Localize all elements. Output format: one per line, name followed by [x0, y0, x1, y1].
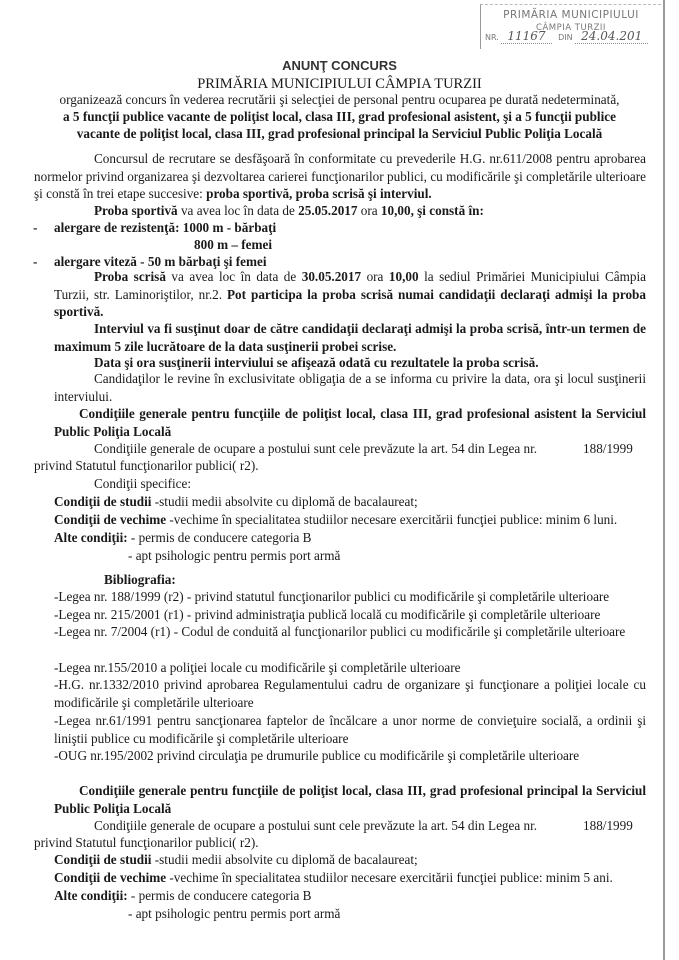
asistent-other-2: - apt psihologic pentru permis port armă: [128, 548, 341, 563]
sport-test-date: 25.05.2017: [298, 203, 358, 218]
stamp-nr-label: NR.: [485, 33, 499, 42]
written-test-eligibility: Pot participa la proba scrisă numai candidaţii declaraţi admişi la proba sportivă.: [54, 286, 646, 319]
document-subtitle: PRIMĂRIA MUNICIPIULUI CÂMPIA TURZII: [197, 76, 482, 92]
principal-general-conditions: Condiţiile generale de ocupare a postului sunt cele prevăzute la art. 54 din Legea nr.: [94, 818, 538, 833]
section-asistent-heading: [54, 405, 646, 440]
sport-test-line: [94, 203, 484, 219]
stamp-city: CÂMPIA TURZII: [536, 23, 606, 33]
studies-text: -studii medii absolvite cu diplomă de bacalaureat;: [151, 494, 418, 509]
other-conditions-label: Alte condiţii:: [54, 888, 128, 903]
sport-test-text-ora: ora: [357, 203, 381, 218]
principal-other: [54, 888, 311, 904]
section-asistent-heading-text: Condiţiile generale pentru funcţiile de poliţist local, clasa III, grad profesional asistent la Serviciul Public Poliţia Locală: [54, 406, 646, 439]
intro-line-bold-1: a 5 funcţii publice vacante de poliţist local, clasa III, grad profesional asistent, şi a 5 funcţii publice: [63, 109, 616, 124]
sport-test-label: Proba sportivă: [94, 203, 178, 218]
studies-text: -studii medii absolvite cu diplomă de bacalaureat;: [151, 852, 418, 867]
other-conditions-label: Alte condiţii:: [54, 530, 128, 545]
written-test-time: 10,00: [388, 269, 419, 284]
written-test-date: 30.05.2017: [301, 269, 362, 284]
seniority-text: -vechime în specialitatea studiilor necesare exercitării funcţiei publice: minim 6 luni.: [166, 512, 618, 527]
principal-law-number: 188/1999: [583, 818, 633, 833]
intro-paragraph: [20, 91, 659, 142]
event-text: alergare de rezistenţă: 1000 m - bărbaţi: [54, 220, 277, 235]
intro-line-plain: organizează concurs în vederea recrutării şi selecţiei de personal pentru ocuparea pe durată nedeterminată,: [59, 92, 620, 107]
written-test-ora: ora: [361, 269, 389, 284]
document-title: ANUNŢ CONCURS: [282, 58, 397, 73]
seniority-label: Condiţii de vechime: [54, 512, 167, 527]
sport-test-text: va avea loc în data de: [177, 203, 299, 218]
intro-line-bold-2: vacante de poliţist local, clasa III, grad profesional principal la Serviciul Public Poliţia Locală: [76, 126, 603, 141]
written-test-label: Proba scrisă: [94, 269, 166, 284]
written-test-paragraph: [54, 268, 646, 321]
bibliography-item: -Legea nr. 188/1999 (r2) - privind statutul funcţionarilor publici cu modificările şi completările ulterioare: [54, 589, 610, 604]
event-item-2: [194, 237, 272, 253]
studies-label: Condiţii de studii: [54, 852, 152, 867]
bibliography-item: -Legea nr. 7/2004 (r1) - Codul de conduită al funcţionarilor publici cu modificările şi completările ulterioare: [54, 624, 626, 639]
principal-studies: [54, 852, 418, 868]
stamp-number-line: [485, 29, 648, 43]
bibliography-item: -Legea nr. 215/2001 (r1) - privind administraţia publică locală cu modificările şi completările ulterioare: [54, 607, 601, 622]
event-text: 800 m – femei: [194, 237, 272, 252]
interview-date-note: Data şi ora susţinerii interviului se afişează odată cu rezultatele la proba scrisă.: [94, 355, 539, 370]
event-item-1: [33, 220, 276, 236]
seniority-label: Condiţii de vechime: [54, 870, 167, 885]
bibliography-item: -OUG nr.195/2002 privind circulaţia pe drumurile publice cu modificările şi completările ulterioare: [54, 748, 580, 763]
asistent-other: [54, 530, 311, 546]
seniority-text: -vechime în specialitatea studiilor necesare exercitării funcţiei publice: minim 5 ani.: [166, 870, 613, 885]
stamp-din-label: DIN: [558, 33, 573, 42]
registration-stamp: [480, 4, 661, 49]
principal-seniority: [54, 870, 613, 886]
bibliography-item: -H.G. nr.1332/2010 privind aprobarea Regulamentului cadru de organizare şi funcţionare a poliţiei locale cu modificările şi completările ulterioare: [54, 677, 646, 710]
bibliography-heading: Bibliografia:: [104, 572, 176, 587]
procedure-paragraph: [34, 150, 646, 203]
principal-general-conditions-2: privind Statutul funcţionarilor publici( r2).: [34, 835, 259, 850]
asistent-general-conditions: [94, 441, 537, 457]
stamp-institution: PRIMĂRIA MUNICIPIULUI: [503, 9, 639, 21]
written-test-text: va avea loc în data de: [165, 269, 302, 284]
event-bullet: -: [33, 254, 38, 269]
sport-test-consists: , şi constă în:: [410, 203, 484, 218]
event-bullet: -: [33, 220, 38, 235]
asistent-seniority: [54, 512, 617, 528]
asistent-studies: [54, 494, 418, 510]
bibliography-item: -Legea nr.155/2010 a poliţiei locale cu modificările şi completările ulterioare: [54, 660, 461, 675]
scan-edge-line: [663, 0, 665, 960]
section-principal-heading: [54, 782, 646, 817]
other-condition-1: - permis de conducere categoria B: [127, 888, 312, 903]
sport-test-time: 10,00: [380, 203, 411, 218]
procedure-stages: proba sportivă, proba scrisă şi interviul.: [206, 186, 432, 201]
section-principal-heading-text: Condiţiile generale pentru funcţiile de poliţist local, clasa III, grad profesional principal la Serviciul Public Poliţia Locală: [54, 783, 646, 816]
procedure-text: Concursul de recrutare se desfăşoară în conformitate cu prevederile H.G. nr.611/2008 pentru aprobarea normelor privind organizarea şi dezvoltarea carierei funcţionarilor publici, cu modificările şi completările ulterioare şi constă în trei etape succesive:: [34, 151, 646, 201]
written-test-location: la sediul Primăriei Municipiului Câmpia Turzii, str. Laminoriştilor, nr.2.: [54, 269, 647, 302]
stamp-date-value: 24.04.201: [575, 29, 648, 44]
bibliography-item: -Legea nr.61/1991 pentru sancţionarea faptelor de încălcare a unor norme de convieţuire socială, a ordinii şi liniştii publice cu modificările şi completările ulterioare: [54, 713, 646, 746]
event-text: alergare viteză - 50 m bărbaţi şi femei: [54, 254, 267, 269]
asistent-general-conditions-2: privind Statutul funcţionarilor publici( r2).: [34, 458, 259, 473]
asistent-law-number: 188/1999: [583, 441, 633, 456]
candidates-note-text: Candidaţilor le revine în exclusivitate obligaţia de a se informa cu privire la data, ora şi locul susţinerii interviului.: [54, 371, 646, 404]
studies-label: Condiţii de studii: [54, 494, 152, 509]
other-condition-1: - permis de conducere categoria B: [127, 530, 312, 545]
asistent-specific-label: Condiţii specifice:: [94, 476, 192, 491]
interview-text: Interviul va fi susţinut doar de către candidaţii declaraţi admişi la proba scrisă, într-un termen de maximum 5 zile lucrătoare de la data susţinerii probei scrise.: [54, 321, 646, 354]
interview-paragraph: [54, 320, 646, 355]
candidates-note: [54, 370, 646, 405]
principal-other-2: - apt psihologic pentru permis port armă: [128, 906, 341, 921]
general-conditions-text: Condiţiile generale de ocupare a postului sunt cele prevăzute la art. 54 din Legea nr.: [94, 441, 538, 456]
stamp-nr-value: 11167: [501, 29, 551, 44]
